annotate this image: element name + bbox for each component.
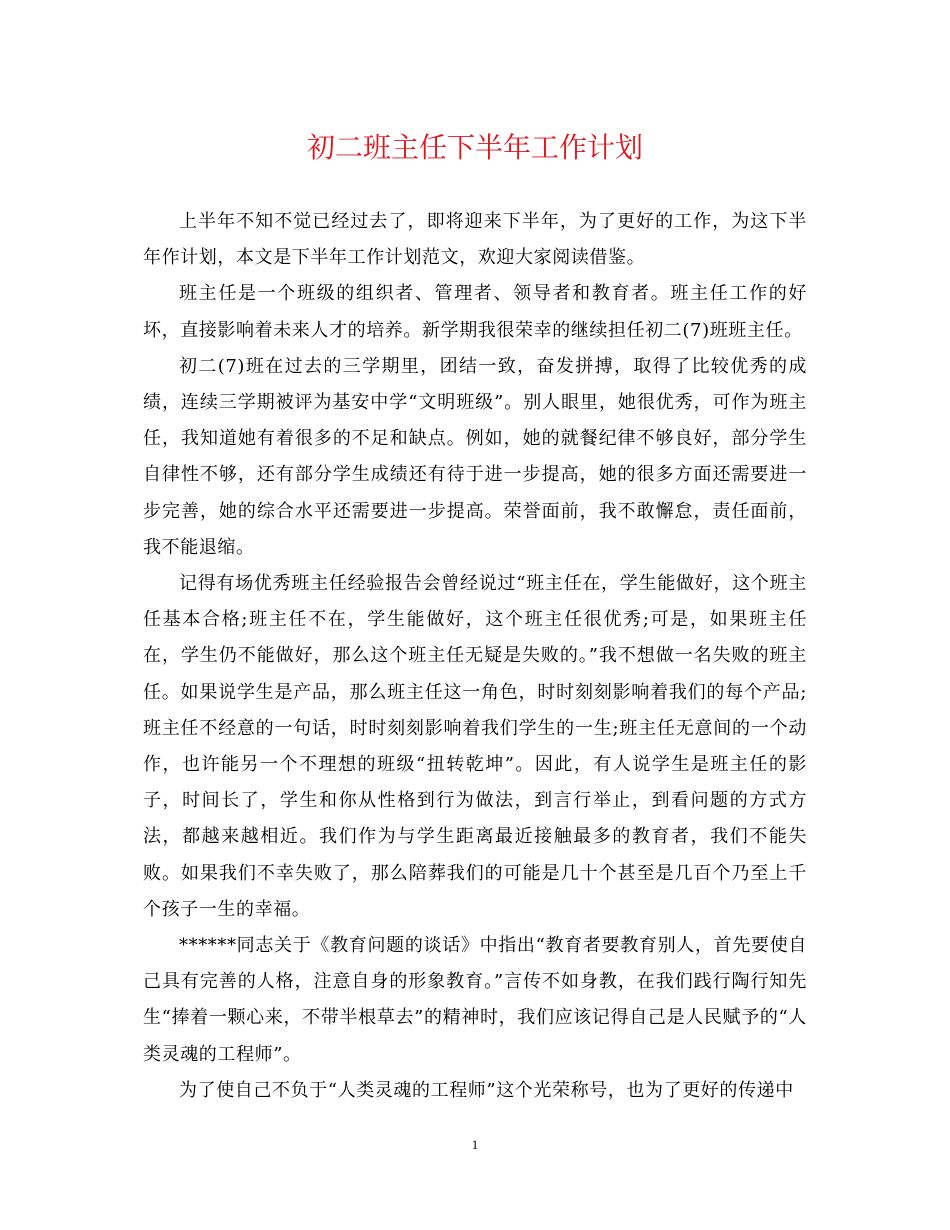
document-body [143, 204, 807, 1109]
paragraph-role: 班主任是一个班级的组织者、管理者、领导者和教育者。班主任工作的好坏，直接影响着未来人才的培养。新学期我很荣幸的继续担任初二(7)班班主任。 [143, 283, 807, 341]
paragraph-experience-report: 记得有场优秀班主任经验报告会曾经说过“班主任在，学生能做好，这个班主任基本合格;班主任不在，学生能做好，这个班主任很优秀;可是，如果班主任在，学生仍不能做好，那么这个班主任无疑是失败的。”我不想做一名失败的班主任。如果说学生是产品，那么班主任这一角色，时时刻刻影响着我们的每个产品;班主任不经意的一句话，时时刻刻影响着我们学生的一生;班主任无意间的一个动作，也许能另一个不理想的班级“扭转乾坤”。因此，有人说学生是班主任的影子，时间长了，学生和你从性格到行为做法，到言行举止，到看问题的方式方法，都越来越相近。我们作为与学生距离最近接触最多的教育者，我们不能失败。如果我们不幸失败了，那么陪葬我们的可能是几十个甚至是几百个乃至上千个孩子一生的幸福。 [143, 573, 807, 920]
paragraph-education-talk: ******同志关于《教育问题的谈话》中指出“教育者要教育别人，首先要使自己具有完善的人格，注意自身的形象教育。”言传不如身教，在我们践行陶行知先生“捧着一颗心来，不带半根草去”的精神时，我们应该记得自己是人民赋予的“人类灵魂的工程师”。 [143, 935, 807, 1065]
paragraph-class-history: 初二(7)班在过去的三学期里，团结一致，奋发拼搏，取得了比较优秀的成绩，连续三学期被评为基安中学“文明班级”。别人眼里，她很优秀，可作为班主任，我知道她有着很多的不足和缺点。例如，她的就餐纪律不够良好，部分学生自律性不够，还有部分学生成绩还有待于进一步提高，她的很多方面还需要进一步完善，她的综合水平还需要进一步提高。荣誉面前，我不敢懈怠，责任面前，我不能退缩。 [143, 355, 807, 558]
page-number: 1 [471, 1137, 479, 1152]
paragraph-continuation: 为了使自己不负于“人类灵魂的工程师”这个光荣称号，也为了更好的传递中 [179, 1079, 794, 1101]
document-title: 初二班主任下半年工作计划 [306, 131, 643, 164]
paragraph-intro: 上半年不知不觉已经过去了，即将迎来下半年，为了更好的工作，为这下半年作计划，本文是下半年工作计划范文，欢迎大家阅读借鉴。 [143, 211, 807, 269]
